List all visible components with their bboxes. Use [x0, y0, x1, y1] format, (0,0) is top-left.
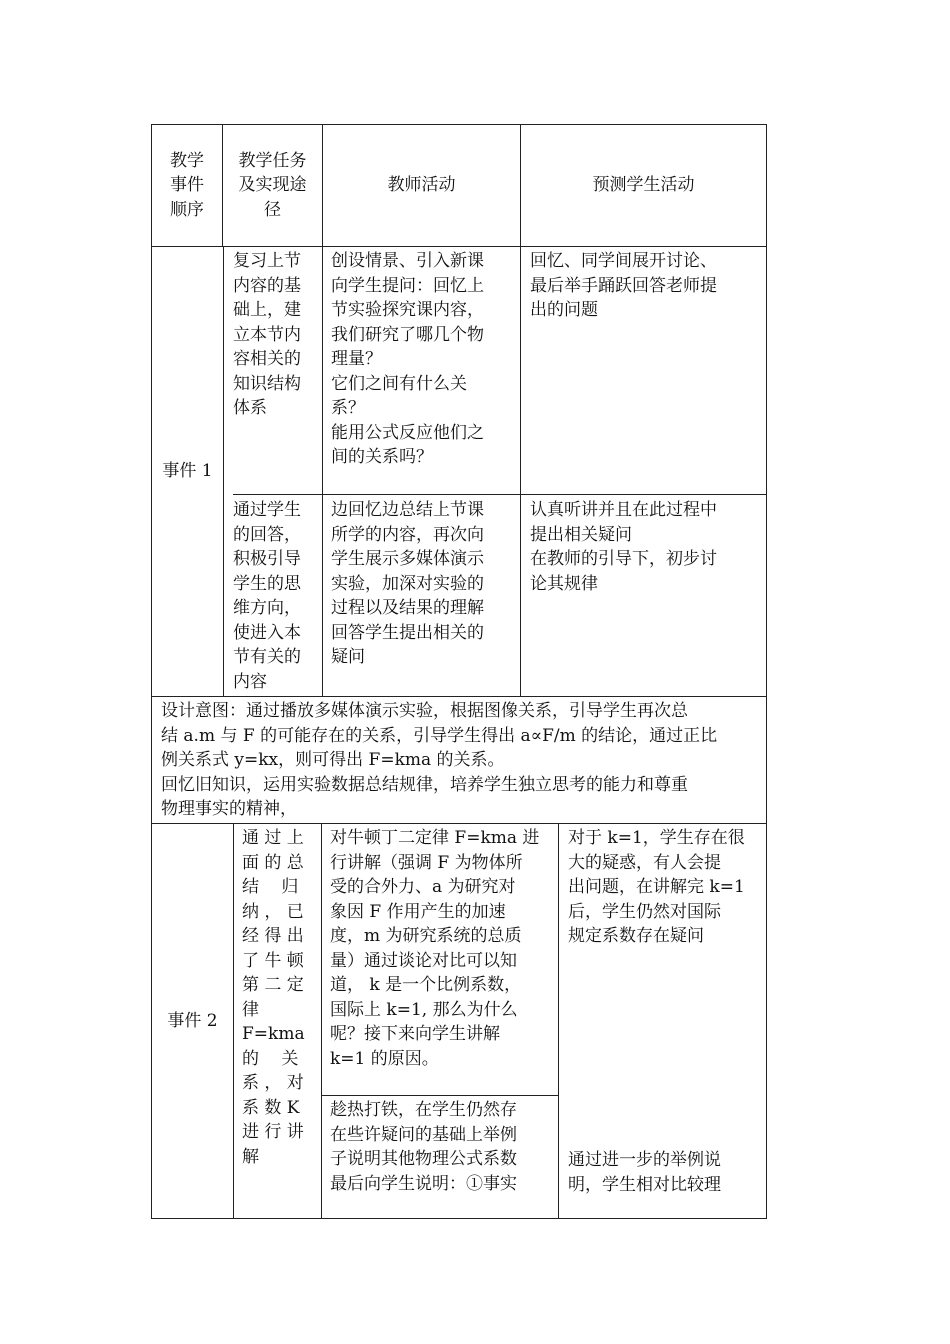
col1-divider-event2 [233, 823, 234, 1219]
event1-task-1: 复习上节 内容的基 础上，建 立本节内 容相关的 知识结构 体系 [233, 251, 301, 418]
event1-teacher-1: 创设情景、引入新课 向学生提问：回忆上 节实验探究课内容， 我们研究了哪几个物 理量？ 它们之间有什么关 系？ 能用公式反应他们之 间的关系吗？ [331, 251, 484, 467]
event2-label: 事件 2 [167, 1010, 218, 1031]
event2-teacher-2: 趁热打铁，在学生仍然存 在些许疑问的基础上举例 子说明其他物理公式系数 最后向学生说明：①事实 [330, 1100, 517, 1194]
col2-divider-event2 [321, 823, 322, 1219]
event1-student-2: 认真听讲并且在此过程中 提出相关疑问 在教师的引导下，初步讨 论其规律 [530, 500, 717, 594]
event1-row-divider [233, 494, 767, 495]
header-task-approach: 教学任务 及实现途 径 [238, 150, 307, 220]
header-student-activity: 预测学生活动 [592, 175, 695, 196]
event1-student-1: 回忆、同学间展开讨论、 最后举手踊跃回答老师提 出的问题 [530, 251, 717, 320]
event1-teacher-2: 边回忆边总结上节课 所学的内容，再次向 学生展示多媒体演示 实验，加深对实验的 过程以及结果的理解 回答学生提出相关的 疑问 [331, 500, 484, 667]
header-teacher-activity: 教师活动 [387, 175, 456, 196]
event2-teacher-1: 对牛顿丁二定律 F=kma 进 行讲解（强调 F 为物体所 受的合外力、a 为研究对 象因 F 作用产生的加速 度，m 为研究系统的总质 量）通过谈论对比可以知 道， k 是一个比例系数， 国际上 k=1, 那么为什么 呢？接下来向学生讲解 k=1 的原因。 [330, 828, 540, 1069]
table-header-divider [151, 246, 767, 247]
col1-divider-event1 [223, 246, 224, 697]
event2-student-1: 对于 k=1，学生存在很 大的疑惑，有人会提 出问题，在讲解完 k=1 后，学生仍然对国际 规定系数存在疑问 [568, 828, 745, 946]
event2-task: 通 过 上 面 的 总 结 归 纳 ， 已 经 得 出 了 牛 顿 第 二 定 律 F=kma 的 关 系 ， 对 系 数 K 进 行 讲 解 [242, 828, 305, 1167]
event2-teacher-divider [321, 1095, 559, 1096]
event1-label: 事件 1 [162, 461, 213, 482]
event2-student-2: 通过进一步的举例说 明，学生相对比较理 [568, 1150, 721, 1195]
design-intent-top [151, 696, 767, 697]
table-border-bottom [151, 1218, 767, 1219]
design-intent-text: 设计意图：通过播放多媒体演示实验，根据图像关系，引导学生再次总 结 a.m 与 F 的可能存在的关系，引导学生得出 a∝F/m 的结论，通过正比 例关系式 y=kx，则可得出 F=kma 的关系。 回忆旧知识，运用实验数据总结规律，培养学生独立思考的能力和尊重 物理事实的精神， [161, 701, 718, 819]
design-intent-bottom [151, 823, 767, 824]
event1-task-2: 通过学生 的回答， 积极引导 学生的思 维方向， 使进入本 节有关的 内容 [233, 500, 301, 692]
header-event-order: 教学 事件 顺序 [170, 150, 204, 220]
table-border-right [766, 124, 767, 1219]
col3-divider-event2 [558, 823, 559, 1219]
